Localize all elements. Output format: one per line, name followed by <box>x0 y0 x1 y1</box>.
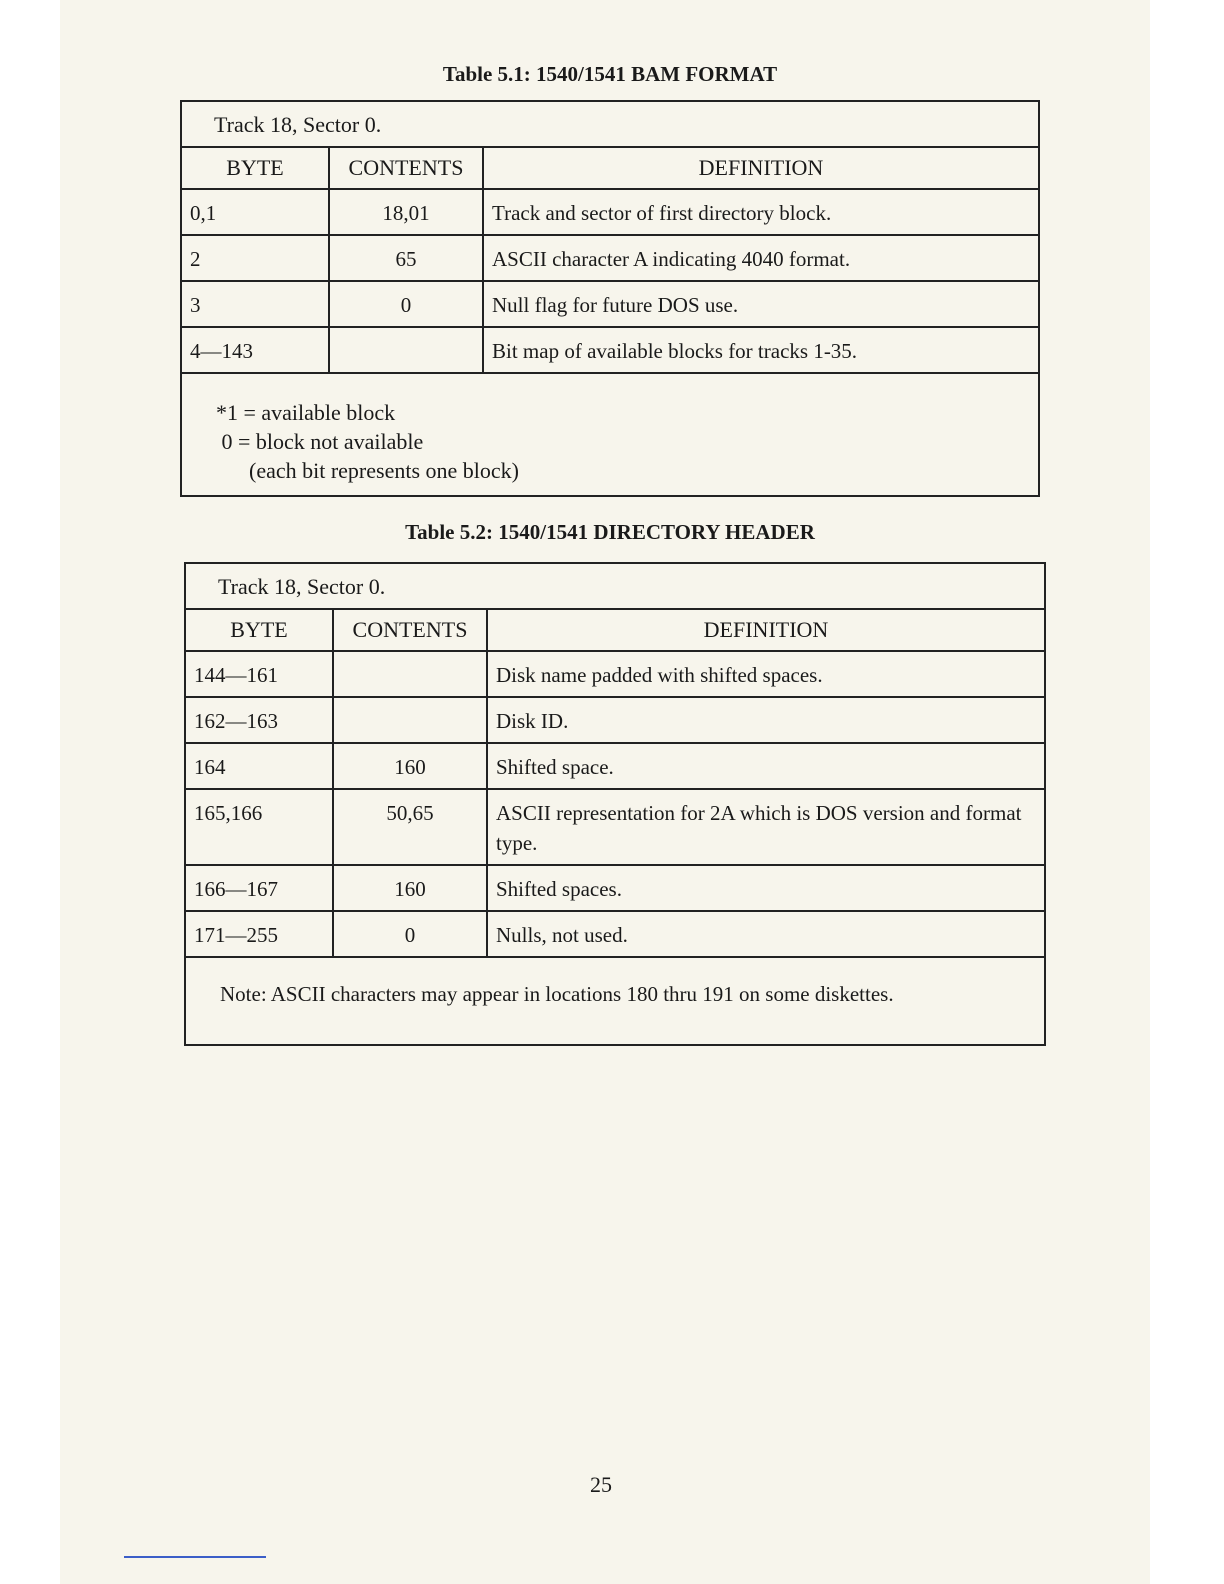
byte-cell: 144—161 <box>186 651 333 697</box>
contents-cell: 0 <box>329 281 483 327</box>
table-row <box>182 281 1038 327</box>
byte-cell: 171—255 <box>186 911 333 957</box>
byte-cell: 166—167 <box>186 865 333 911</box>
table-row <box>182 327 1038 373</box>
table-row <box>186 743 1044 789</box>
definition-cell: Shifted spaces. <box>487 865 1044 911</box>
legend-line: *1 = available block <box>216 400 396 425</box>
contents-cell <box>333 651 487 697</box>
definition-cell: Shifted space. <box>487 743 1044 789</box>
contents-cell: 65 <box>329 235 483 281</box>
contents-cell <box>333 697 487 743</box>
table2-note: Note: ASCII characters may appear in locations 180 thru 191 on some diskettes. <box>220 982 894 1006</box>
definition-cell: ASCII representation for 2A which is DOS version and format type. <box>487 789 1044 865</box>
definition-cell: Bit map of available blocks for tracks 1-35. <box>483 327 1038 373</box>
definition-cell: Track and sector of first directory block. <box>483 189 1038 235</box>
definition-cell: ASCII character A indicating 4040 format. <box>483 235 1038 281</box>
table-row <box>186 789 1044 865</box>
contents-cell: 160 <box>333 743 487 789</box>
table1-title: Table 5.1: 1540/1541 BAM FORMAT <box>442 62 778 86</box>
table1-header-row <box>182 148 1038 189</box>
byte-cell: 162—163 <box>186 697 333 743</box>
definition-cell: Nulls, not used. <box>487 911 1044 957</box>
table1-grid <box>182 148 1038 374</box>
byte-cell: 4—143 <box>182 327 329 373</box>
contents-cell <box>329 327 483 373</box>
table2-header-byte: BYTE <box>186 610 333 651</box>
byte-cell: 3 <box>182 281 329 327</box>
definition-cell: Null flag for future DOS use. <box>483 281 1038 327</box>
definition-cell: Disk ID. <box>487 697 1044 743</box>
table1-location: Track 18, Sector 0. <box>182 102 1038 148</box>
table2-directory-header <box>184 562 1046 1046</box>
legend-line: (each bit represents one block) <box>216 458 519 483</box>
table-row <box>182 189 1038 235</box>
contents-cell: 0 <box>333 911 487 957</box>
table1-header-byte: BYTE <box>182 148 329 189</box>
table2-header-definition: DEFINITION <box>487 610 1044 651</box>
table-row <box>186 911 1044 957</box>
table-row <box>182 235 1038 281</box>
contents-cell: 18,01 <box>329 189 483 235</box>
byte-cell: 165,166 <box>186 789 333 865</box>
byte-cell: 0,1 <box>182 189 329 235</box>
table2-header-contents: CONTENTS <box>333 610 487 651</box>
legend-line: 0 = block not available <box>216 429 424 454</box>
table-row <box>186 697 1044 743</box>
document-page <box>60 0 1150 1584</box>
edge-underline <box>124 1556 266 1558</box>
table-row <box>186 651 1044 697</box>
table2-location: Track 18, Sector 0. <box>186 564 1044 610</box>
table-row <box>186 865 1044 911</box>
table2-title: Table 5.2: 1540/1541 DIRECTORY HEADER <box>405 520 815 544</box>
table2-grid <box>186 610 1044 958</box>
table1-header-definition: DEFINITION <box>483 148 1038 189</box>
byte-cell: 2 <box>182 235 329 281</box>
definition-cell: Disk name padded with shifted spaces. <box>487 651 1044 697</box>
table2-header-row <box>186 610 1044 651</box>
page-number: 25 <box>590 1472 612 1497</box>
table1-legend <box>182 374 1038 495</box>
contents-cell: 50,65 <box>333 789 487 865</box>
table1-bam-format <box>180 100 1040 497</box>
contents-cell: 160 <box>333 865 487 911</box>
table1-header-contents: CONTENTS <box>329 148 483 189</box>
byte-cell: 164 <box>186 743 333 789</box>
